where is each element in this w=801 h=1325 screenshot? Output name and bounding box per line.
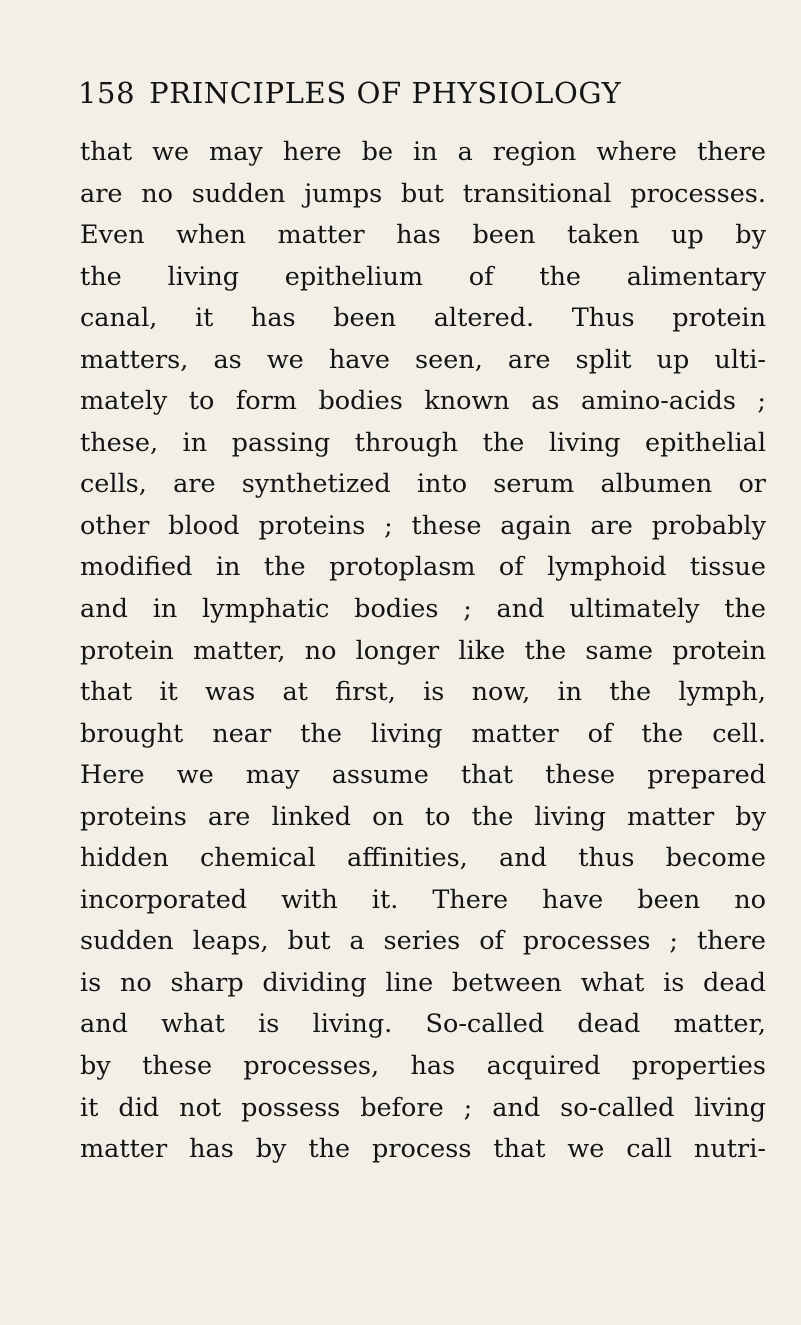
text-line: Even when matter has been taken up by bbox=[80, 220, 766, 251]
text-line: and in lymphatic bodies ; and ultimately the bbox=[80, 594, 766, 625]
text-line: that we may here be in a region where there bbox=[80, 137, 766, 167]
text-line: sudden leaps, but a series of processes ; there bbox=[80, 926, 766, 957]
text-line: are no sudden jumps but transitional processes. bbox=[80, 178, 766, 209]
running-title: PRINCIPLES OF PHYSIOLOGY bbox=[149, 76, 622, 110]
text-line: it did not possess before ; and so-called living bbox=[80, 1092, 766, 1123]
text-line: hidden chemical affinities, and thus become bbox=[80, 843, 766, 874]
text-line: other blood proteins ; these again are probably bbox=[80, 510, 766, 541]
text-line: matter has by the process that we call nutri- bbox=[80, 1134, 766, 1165]
text-line: Here we may assume that these prepared bbox=[80, 760, 766, 791]
text-line: is no sharp dividing line between what is dead bbox=[80, 967, 766, 998]
body-text bbox=[80, 132, 766, 1171]
text-line: mately to form bodies known as amino-acids ; bbox=[80, 386, 766, 417]
text-line: these, in passing through the living epithelial bbox=[80, 427, 766, 458]
text-line: modified in the protoplasm of lymphoid tissue bbox=[80, 552, 766, 583]
text-line: and what is living. So-called dead matter, bbox=[80, 1009, 766, 1040]
text-line: the living epithelium of the alimentary bbox=[80, 261, 766, 292]
text-line: by these processes, has acquired properties bbox=[80, 1051, 766, 1082]
text-line: incorporated with it. There have been no bbox=[80, 884, 766, 915]
text-line: that it was at first, is now, in the lymph, bbox=[80, 677, 766, 708]
page-header bbox=[78, 76, 738, 118]
page-number: 158 bbox=[78, 76, 136, 110]
text-line: cells, are synthetized into serum albumen or bbox=[80, 469, 766, 500]
text-line: brought near the living matter of the cell. bbox=[80, 718, 766, 749]
text-line: proteins are linked on to the living matter by bbox=[80, 801, 766, 832]
text-line: canal, it has been altered. Thus protein bbox=[80, 303, 766, 334]
text-line: protein matter, no longer like the same protein bbox=[80, 635, 766, 666]
text-line: matters, as we have seen, are split up ulti- bbox=[80, 344, 766, 375]
